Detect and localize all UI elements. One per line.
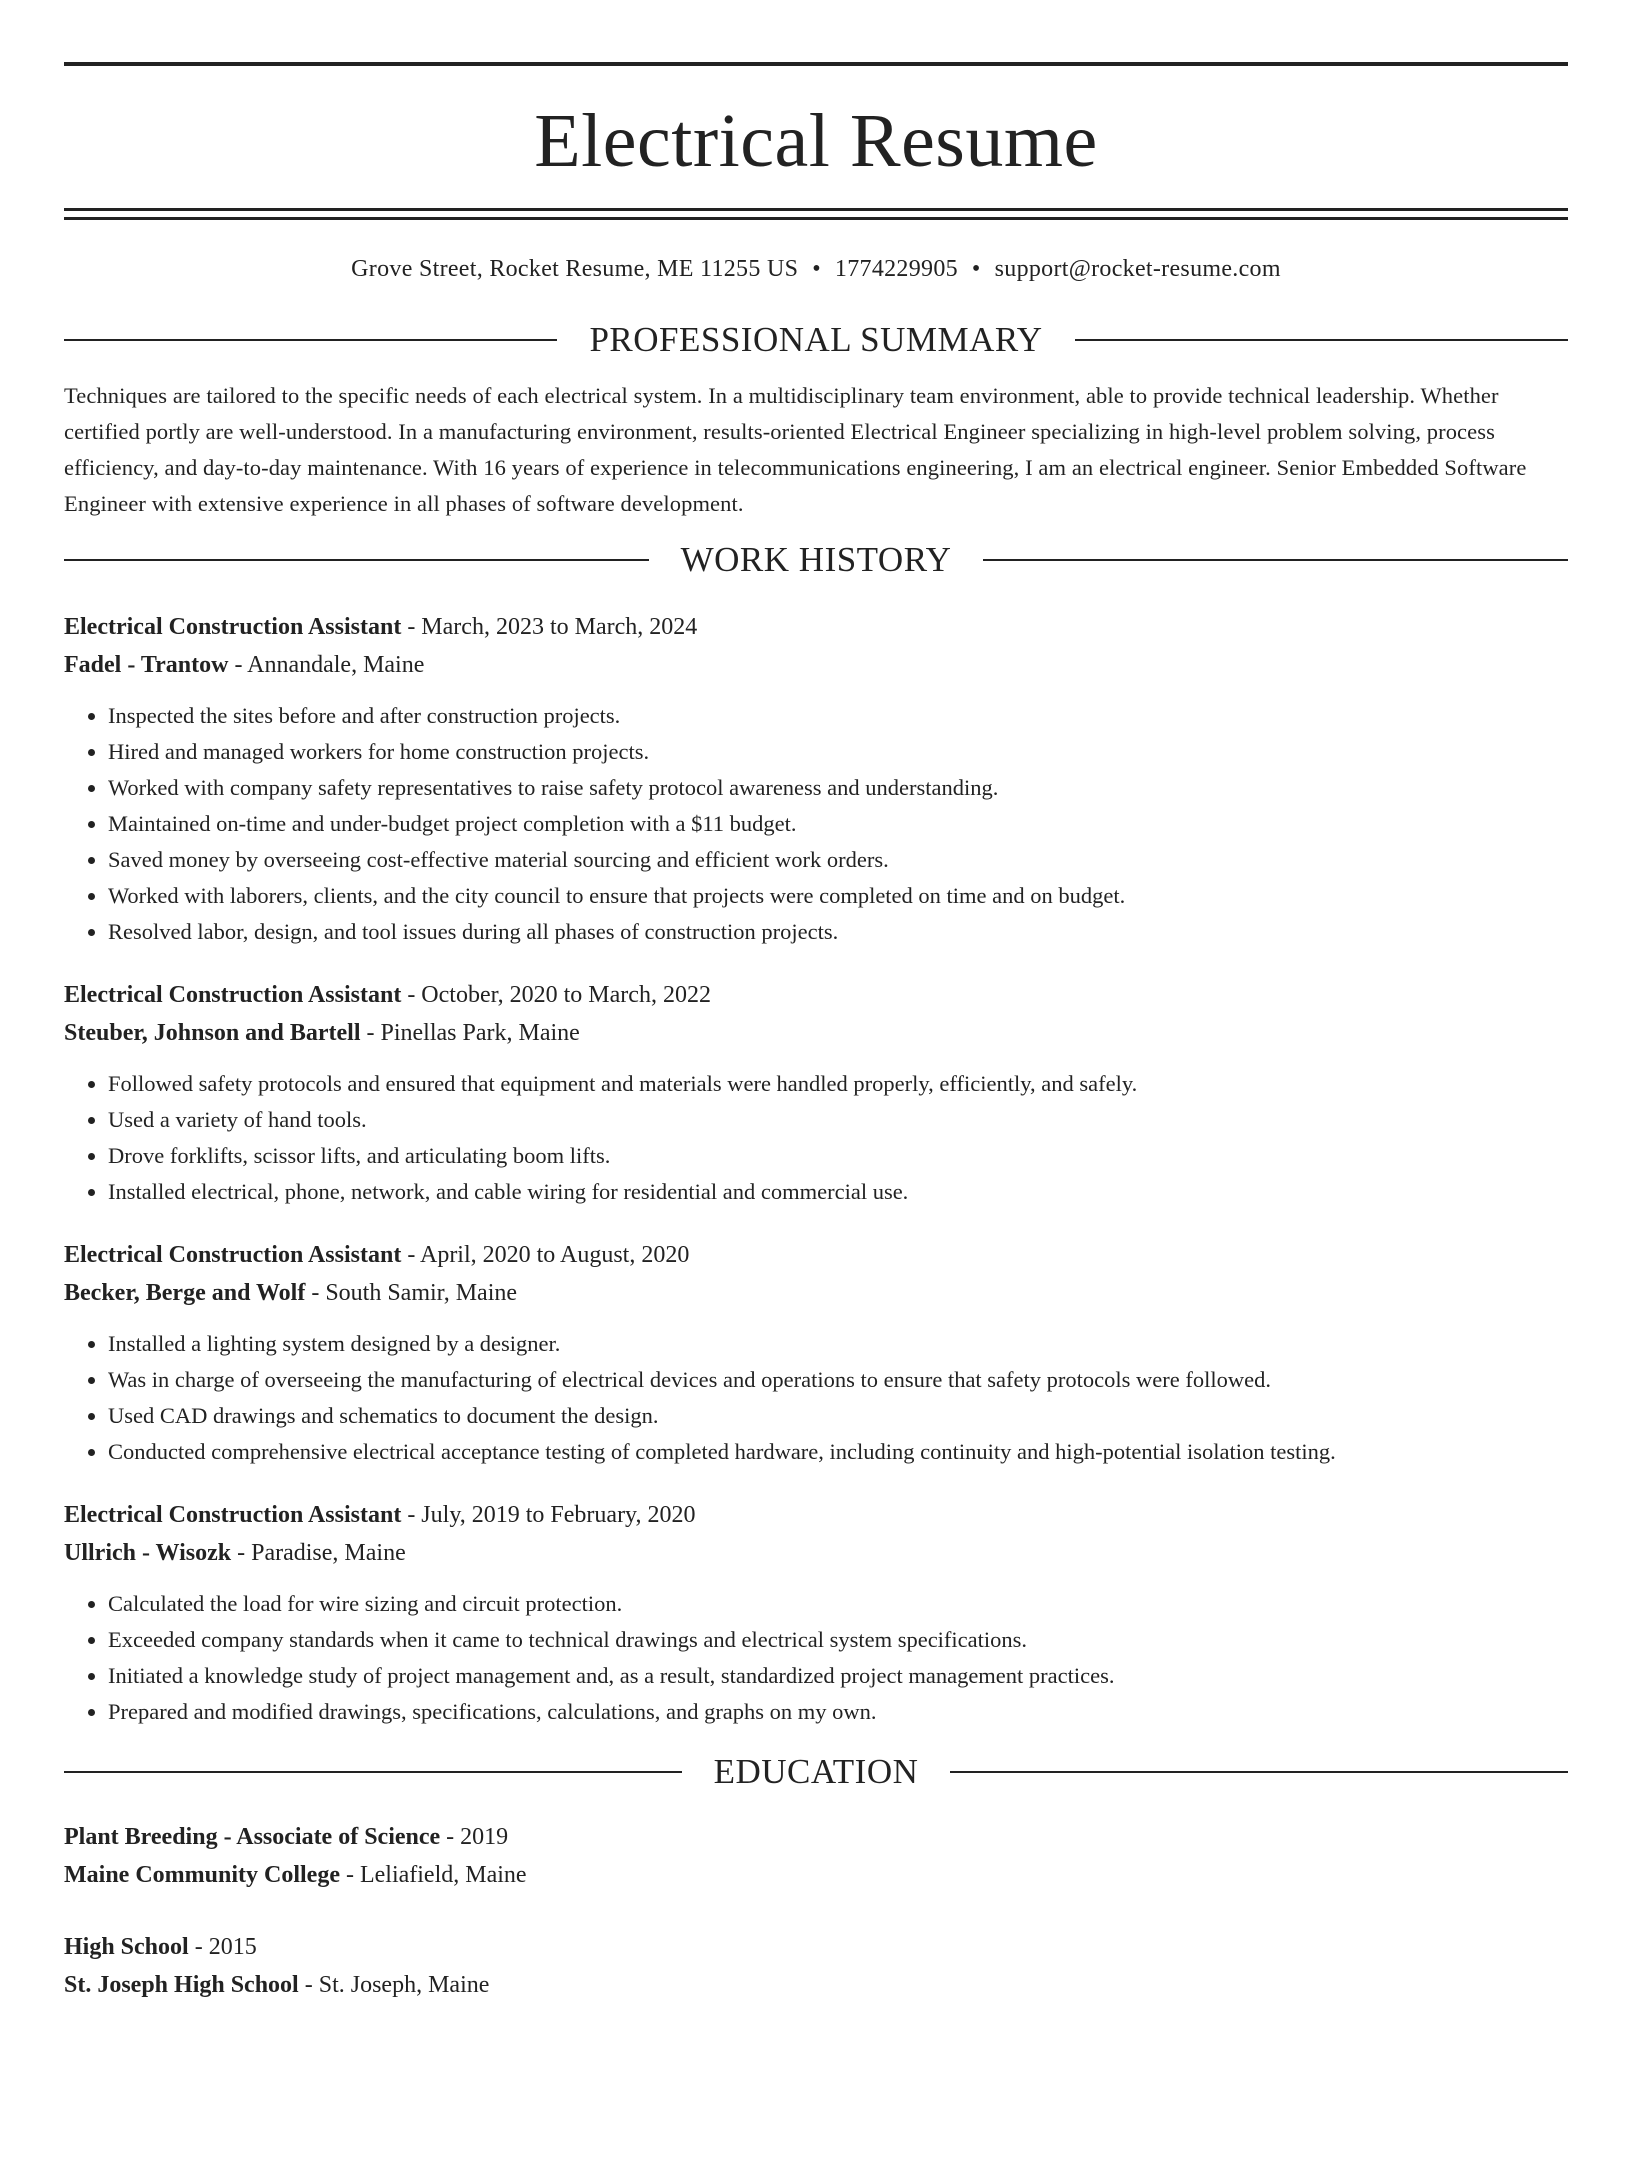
job-bullet: • Installed a lighting system designed by a designer. — [108, 1326, 1568, 1362]
section-title: WORK HISTORY — [680, 540, 952, 579]
job-entry — [64, 608, 1568, 950]
education-year: - 2019 — [440, 1824, 509, 1850]
job-dates: - March, 2023 to March, 2024 — [401, 614, 698, 640]
job-bullet: • Used a variety of hand tools. — [108, 1102, 1568, 1138]
job-company-line — [64, 646, 1568, 684]
education-entry — [64, 1928, 1568, 2004]
job-company-line — [64, 1534, 1568, 1572]
job-bullet: • Inspected the sites before and after construction projects. — [108, 698, 1568, 734]
education-school: Maine Community College — [64, 1862, 340, 1888]
education-location: - St. Joseph, Maine — [298, 1972, 490, 1998]
work-history-list — [64, 608, 1568, 1730]
section-heading-work-history — [64, 540, 1568, 580]
section-rule-right — [950, 1771, 1568, 1773]
job-bullet: • Resolved labor, design, and tool issues during all phases of construction projects. — [108, 914, 1568, 950]
job-location: - Pinellas Park, Maine — [360, 1020, 580, 1046]
job-company: Ullrich - Wisozk — [64, 1540, 232, 1566]
title-double-rule — [64, 208, 1568, 220]
education-degree-line — [64, 1818, 1568, 1856]
job-location: - Paradise, Maine — [231, 1540, 406, 1566]
section-rule-left — [64, 559, 649, 561]
section-heading-education — [64, 1752, 1568, 1792]
section-rule-left — [64, 339, 557, 341]
job-bullet: • Worked with laborers, clients, and the city council to ensure that projects were completed on time and on budget. — [108, 878, 1568, 914]
contact-line — [64, 254, 1568, 284]
job-bullets — [64, 1066, 1568, 1210]
job-title-line — [64, 976, 1568, 1014]
job-company: Steuber, Johnson and Bartell — [64, 1020, 361, 1046]
education-school-line — [64, 1856, 1568, 1894]
job-entry — [64, 976, 1568, 1210]
job-bullet: • Drove forklifts, scissor lifts, and articulating boom lifts. — [108, 1138, 1568, 1174]
top-rule — [64, 62, 1568, 66]
job-bullet: • Was in charge of overseeing the manufacturing of electrical devices and operations to ensure that safety protocols were followed. — [108, 1362, 1568, 1398]
job-role: Electrical Construction Assistant — [64, 614, 402, 640]
contact-email: support@rocket-resume.com — [994, 256, 1281, 282]
section-rule-left — [64, 1771, 682, 1773]
job-bullet: • Prepared and modified drawings, specifications, calculations, and graphs on my own. — [108, 1694, 1568, 1730]
summary-text: Techniques are tailored to the specific needs of each electrical system. In a multidisciplinary team environment, able to provide technical leadership. Whether certified portly are well-understood. In a manufacturing environment, results-oriented Electrical Engineer specializing in high-level problem solving, process efficiency, and day-to-day maintenance. With 16 years of experience in telecommunications engineering, I am an electrical engineer. Senior Embedded Software Engineer with extensive experience in all phases of software development. — [64, 383, 1527, 516]
job-entry — [64, 1496, 1568, 1730]
job-company: Fadel - Trantow — [64, 652, 229, 678]
resume-page — [0, 62, 1632, 2174]
job-dates: - July, 2019 to February, 2020 — [401, 1502, 696, 1528]
job-dates: - October, 2020 to March, 2022 — [401, 982, 711, 1008]
job-title-line — [64, 1496, 1568, 1534]
contact-separator: • — [971, 256, 981, 282]
job-bullet: • Hired and managed workers for home construction projects. — [108, 734, 1568, 770]
resume-title: Electrical Resume — [534, 99, 1098, 183]
job-bullet: • Used CAD drawings and schematics to document the design. — [108, 1398, 1568, 1434]
job-role: Electrical Construction Assistant — [64, 982, 402, 1008]
education-degree: Plant Breeding - Associate of Science — [64, 1824, 441, 1850]
job-location: - South Samir, Maine — [305, 1280, 518, 1306]
job-bullet: • Followed safety protocols and ensured that equipment and materials were handled properly, efficiently, and safely. — [108, 1066, 1568, 1102]
education-degree: High School — [64, 1934, 189, 1960]
job-company: Becker, Berge and Wolf — [64, 1280, 306, 1306]
job-role: Electrical Construction Assistant — [64, 1502, 402, 1528]
job-bullet: • Maintained on-time and under-budget project completion with a $11 budget. — [108, 806, 1568, 842]
education-degree-line — [64, 1928, 1568, 1966]
education-school: St. Joseph High School — [64, 1972, 299, 1998]
contact-address: Grove Street, Rocket Resume, ME 11255 US — [351, 256, 799, 282]
job-bullet: • Installed electrical, phone, network, and cable wiring for residential and commercial use. — [108, 1174, 1568, 1210]
section-title: PROFESSIONAL SUMMARY — [589, 320, 1043, 359]
contact-phone: 1774229905 — [834, 256, 958, 282]
job-company-line — [64, 1274, 1568, 1312]
job-bullets — [64, 1326, 1568, 1470]
job-bullet: • Worked with company safety representatives to raise safety protocol awareness and understanding. — [108, 770, 1568, 806]
job-bullets — [64, 698, 1568, 950]
education-school-line — [64, 1966, 1568, 2004]
job-location: - Annandale, Maine — [228, 652, 425, 678]
education-entry — [64, 1818, 1568, 1894]
job-title-line — [64, 1236, 1568, 1274]
section-rule-right — [983, 559, 1568, 561]
education-location: - Leliafield, Maine — [339, 1862, 527, 1888]
job-title-line — [64, 608, 1568, 646]
job-entry — [64, 1236, 1568, 1470]
job-bullet: • Conducted comprehensive electrical acceptance testing of completed hardware, including continuity and high-potential isolation testing. — [108, 1434, 1568, 1470]
job-dates: - April, 2020 to August, 2020 — [401, 1242, 690, 1268]
contact-separator: • — [812, 256, 821, 282]
job-role: Electrical Construction Assistant — [64, 1242, 402, 1268]
section-heading-summary — [64, 320, 1568, 360]
job-bullet: • Exceeded company standards when it came to technical drawings and electrical system specifications. — [108, 1622, 1568, 1658]
job-bullet: • Calculated the load for wire sizing and circuit protection. — [108, 1586, 1568, 1622]
job-bullet: • Saved money by overseeing cost-effective material sourcing and efficient work orders. — [108, 842, 1568, 878]
job-company-line — [64, 1014, 1568, 1052]
job-bullets — [64, 1586, 1568, 1730]
section-rule-right — [1075, 339, 1568, 341]
job-bullet: • Initiated a knowledge study of project management and, as a result, standardized project management practices. — [108, 1658, 1568, 1694]
education-year: - 2015 — [188, 1934, 257, 1960]
section-title: EDUCATION — [713, 1752, 919, 1791]
